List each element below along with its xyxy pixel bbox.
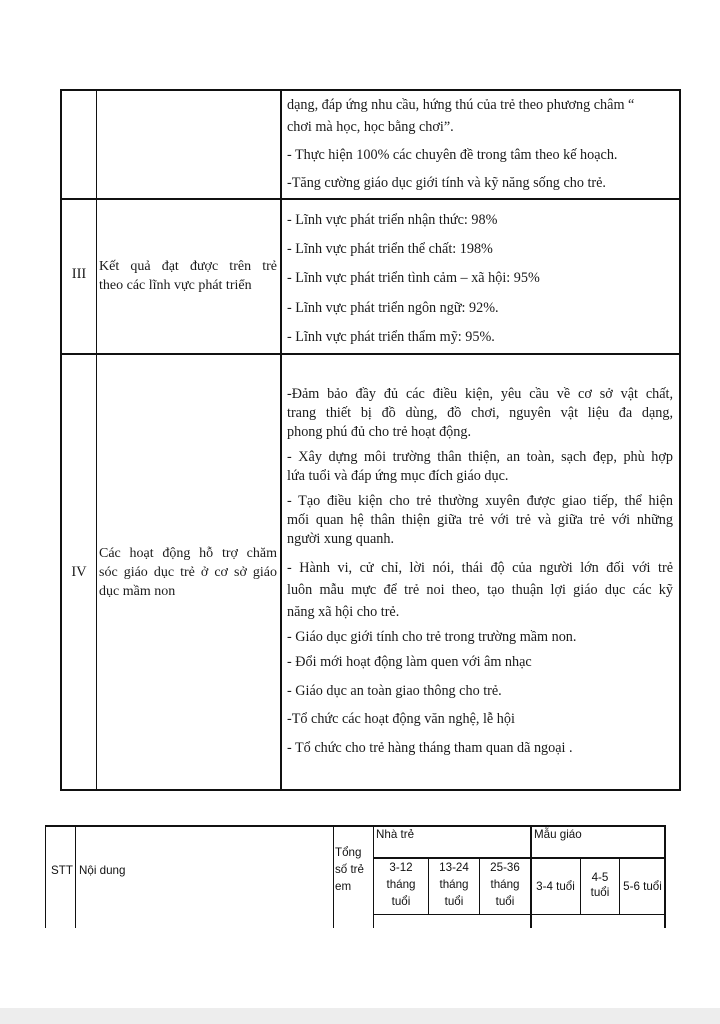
row-4-item-3-line-2: mối quan hệ thân thiện giữa trẻ với trẻ và giữa trẻ với những [287, 512, 673, 528]
row-4-item-1-line-1: -Đảm bảo đầy đủ các điều kiện, yêu cầu về cơ sở vật chất, [287, 386, 673, 402]
row-4-item-2-line-1: - Xây dựng môi trường thân thiện, an toàn, sạch đẹp, phù hợp [287, 449, 673, 465]
page-bottom-edge [0, 1008, 720, 1024]
table-1-col-divider-1 [96, 89, 97, 791]
table-2-header-bottom [373, 914, 666, 915]
table-2-nhatre-header: Nhà trẻ [376, 828, 415, 841]
row-3-item-1: - Lĩnh vực phát triển nhận thức: 98% [287, 212, 498, 228]
table-1-border-top [60, 89, 681, 91]
row-4-category-line-1: Các hoạt động hỗ trợ chăm [99, 546, 277, 561]
row-4-item-1-line-2: trang thiết bị đồ dùng, đồ chơi, nguyên vật liệu đa dạng, [287, 405, 673, 421]
table-2-col-divider-stt [75, 825, 76, 928]
row-4-stt: IV [71, 564, 87, 580]
row-4-item-9: - Tổ chức cho trẻ hàng tháng tham quan dã ngoại . [287, 740, 573, 756]
row-4-item-7: - Giáo dục an toàn giao thông cho trẻ. [287, 683, 502, 699]
continuation-line-1: dạng, đáp ứng nhu cầu, hứng thú của trẻ theo phương châm “ [287, 97, 635, 113]
table-2-tong-line-2: số trẻ [335, 863, 364, 876]
table-2-maugiao-header: Mẫu giáo [534, 828, 582, 841]
table-2-stt-header: STT [51, 864, 73, 877]
row-3-item-3: - Lĩnh vực phát triển tình cảm – xã hội: 95% [287, 270, 540, 286]
table-1-row-divider-1 [60, 198, 681, 200]
row-3-stt: III [71, 266, 87, 282]
table-2-col-divider-noidung [333, 825, 334, 928]
table-2-group-divider [373, 857, 666, 859]
table-2-age-25-36-months: 25-36 tháng tuổi [490, 861, 520, 908]
table-2-border-left [45, 825, 46, 928]
continuation-line-3: - Thực hiện 100% các chuyên đề trong tâm theo kế hoạch. [287, 147, 618, 163]
table-2-tong-line-1: Tổng [335, 846, 362, 859]
row-4-item-8: -Tổ chức các hoạt động văn nghệ, lễ hội [287, 711, 515, 727]
table-1-border-left [60, 89, 62, 791]
row-3-category-line-2: theo các lĩnh vực phát triển [99, 278, 252, 293]
table-2-tong-line-3: em [335, 880, 352, 893]
row-4-item-1-line-3: phong phú đủ cho trẻ hoạt động. [287, 424, 472, 440]
row-3-item-4: - Lĩnh vực phát triển ngôn ngữ: 92%. [287, 300, 499, 316]
table-2-age-3-12-months: 3-12 tháng tuổi [386, 861, 416, 908]
row-4-category-line-2: sóc giáo dục trẻ ở cơ sở giáo [99, 565, 277, 580]
row-3-item-5: - Lĩnh vực phát triển thẩm mỹ: 95%. [287, 329, 495, 345]
table-1-border-right [679, 89, 681, 791]
table-2-age-13-24-months: 13-24 tháng tuổi [439, 861, 469, 908]
table-2-age-5-6-years: 5-6 tuổi [623, 880, 662, 893]
row-4-item-6: - Đổi mới hoạt động làm quen với âm nhạc [287, 654, 532, 670]
row-4-item-3-line-3: người xung quanh. [287, 531, 395, 547]
row-3-category-line-1: Kết quả đạt được trên trẻ [99, 259, 277, 274]
table-2-noidung-header: Nội dung [79, 864, 126, 877]
row-3-item-2: - Lĩnh vực phát triển thể chất: 198% [287, 241, 493, 257]
table-1-border-bottom [60, 789, 681, 791]
row-4-item-4-line-2: luôn mẫu mực để trẻ noi theo, tạo thuận lợi giáo dục các kỹ [287, 582, 673, 598]
row-4-item-5: - Giáo dục giới tính cho trẻ trong trường mầm non. [287, 629, 577, 645]
table-2-col-divider-nhatre [530, 825, 532, 928]
continuation-line-2: chơi mà học, học bằng chơi”. [287, 119, 454, 135]
table-2-age-3-4-years: 3-4 tuổi [536, 880, 575, 893]
row-4-item-4-line-3: năng xã hội cho trẻ. [287, 604, 400, 620]
continuation-line-4: -Tăng cường giáo dục giới tính và kỹ năng sống cho trẻ. [287, 175, 606, 191]
row-4-item-2-line-2: lứa tuổi và đáp ứng mục đích giáo dục. [287, 468, 509, 484]
row-4-item-4-line-1: - Hành vi, cử chỉ, lời nói, thái độ của người lớn đối với trẻ [287, 560, 673, 576]
table-1-row-divider-2 [60, 353, 681, 355]
table-2-border-right [664, 825, 666, 928]
row-4-category-line-3: dục mầm non [99, 584, 176, 599]
table-1-col-divider-2 [280, 89, 282, 791]
row-4-item-3-line-1: - Tạo điều kiện cho trẻ thường xuyên được giao tiếp, thể hiện [287, 493, 673, 509]
table-2-age-4-5-years: 4-5 tuổi [590, 871, 610, 899]
